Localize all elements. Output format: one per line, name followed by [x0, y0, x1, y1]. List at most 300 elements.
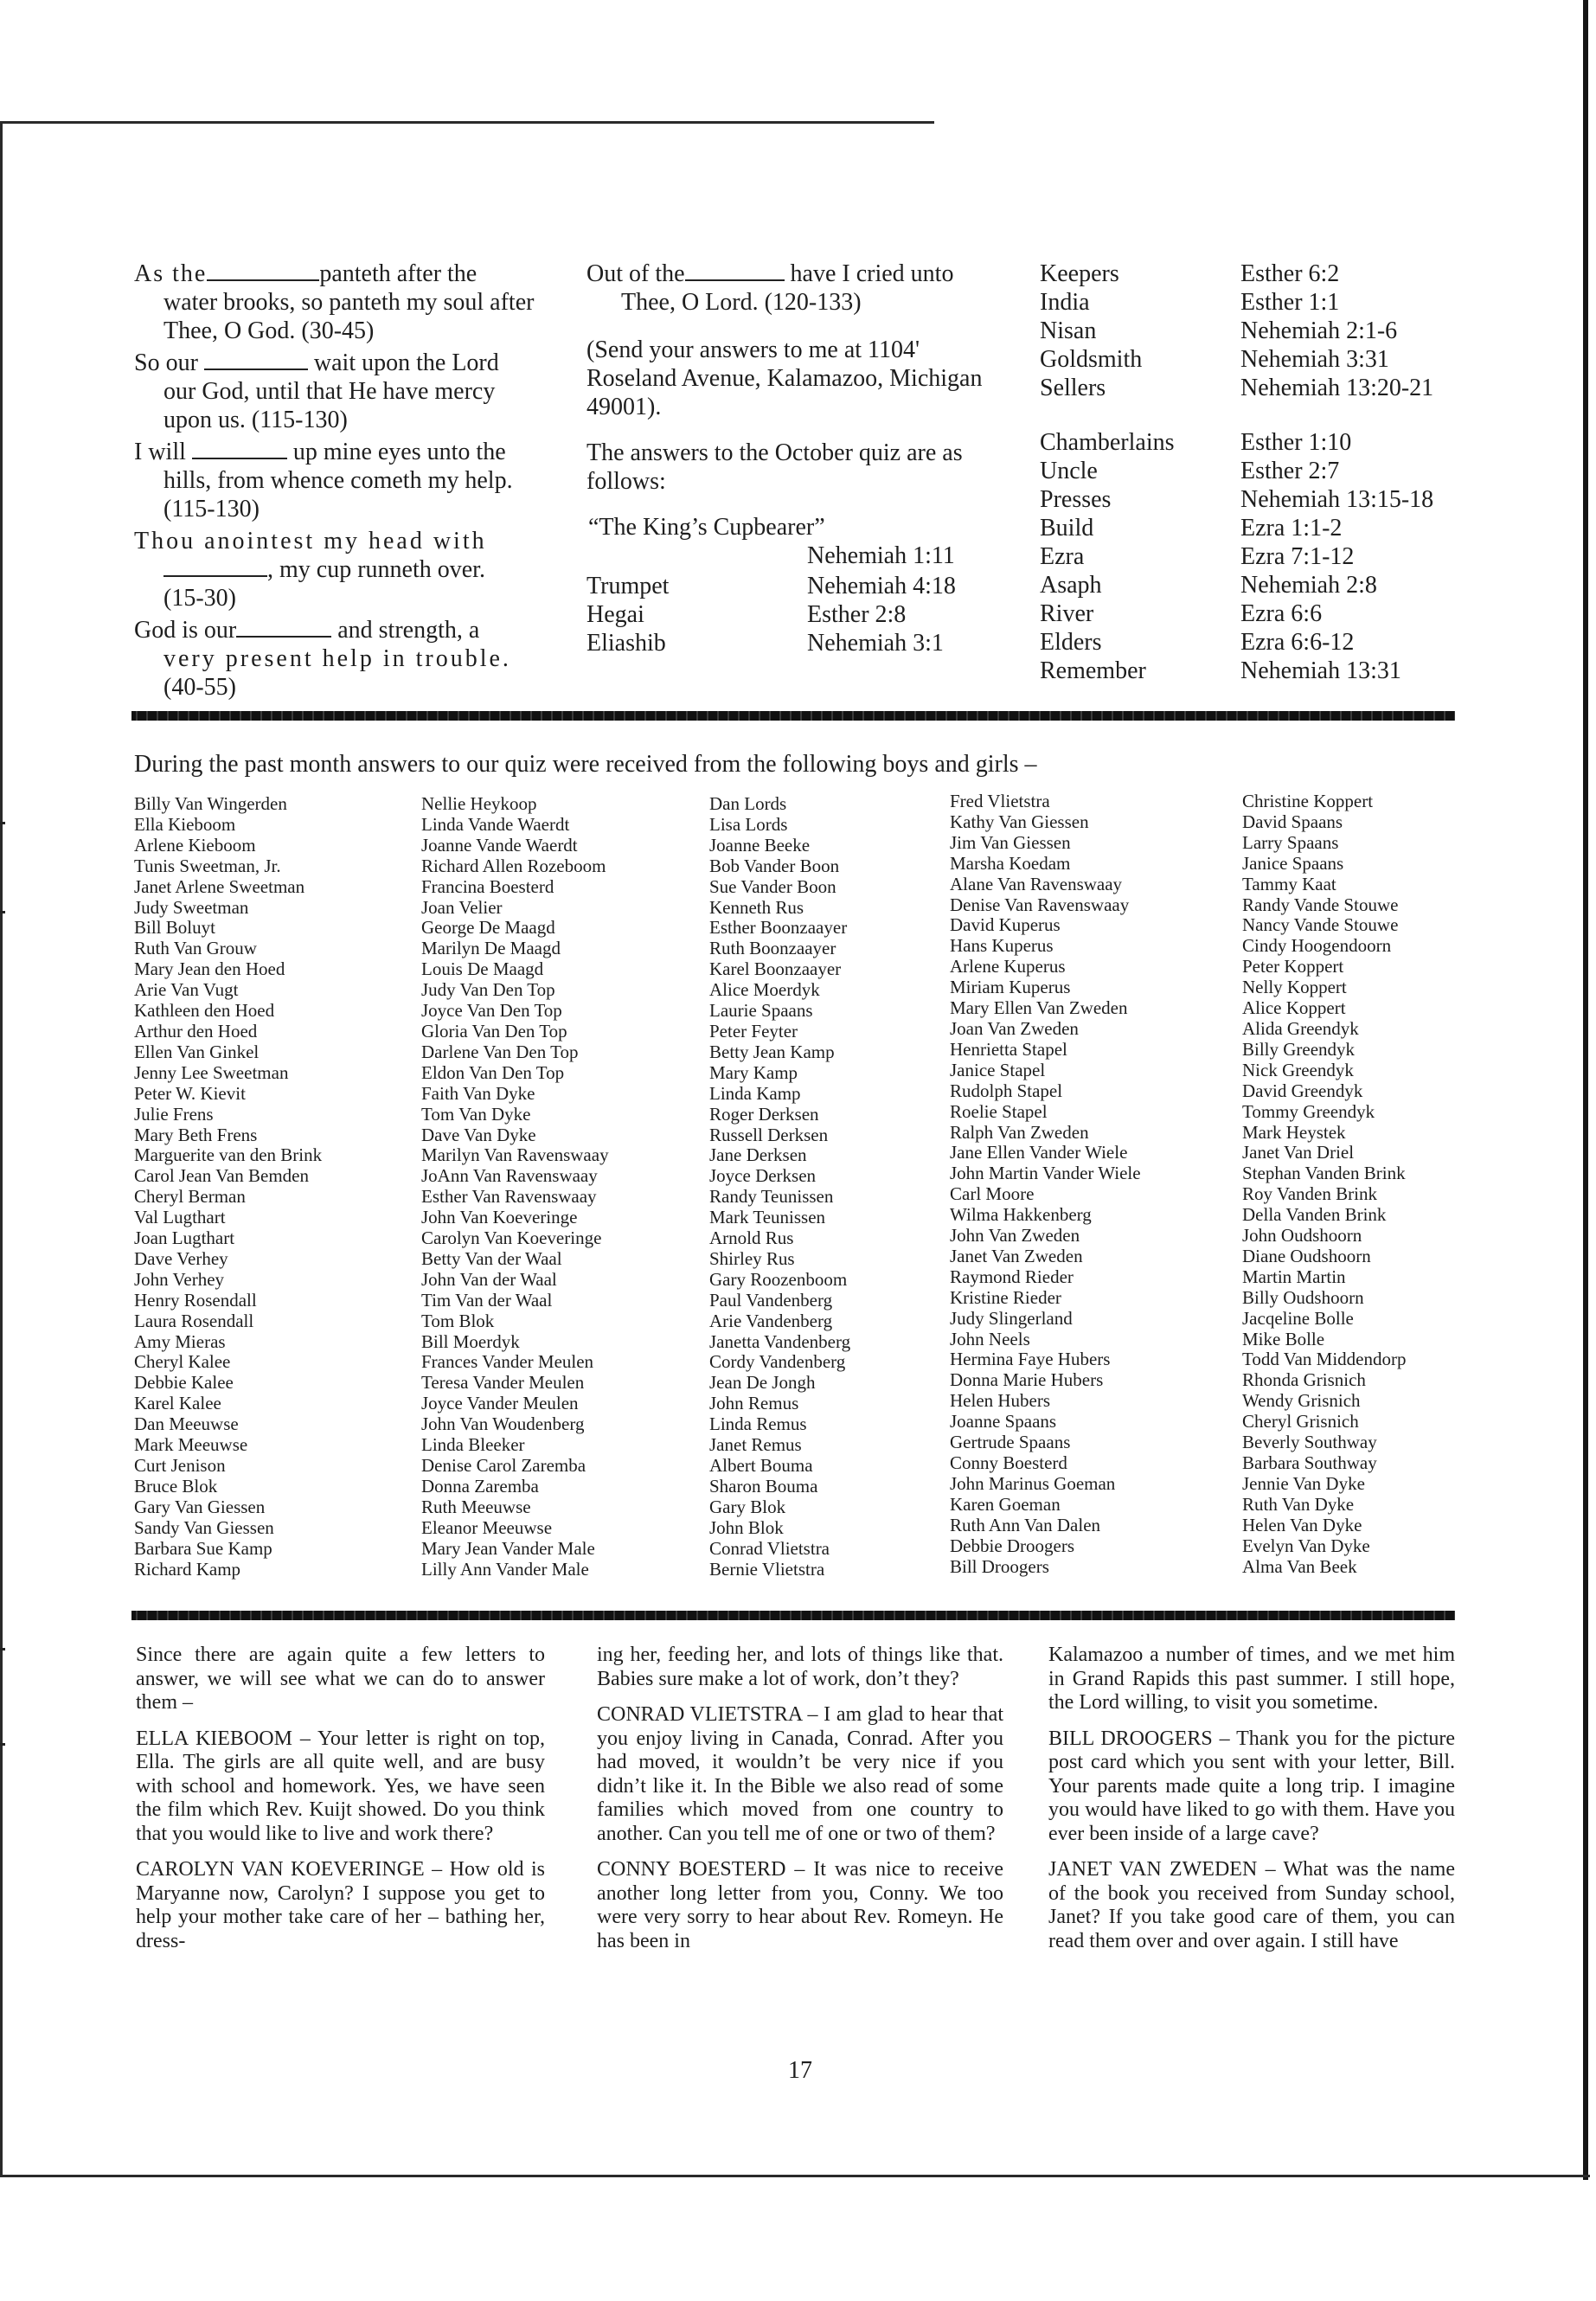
name-entry: Carl Moore [950, 1183, 1035, 1205]
name-entry: Janice Stapel [950, 1059, 1046, 1080]
name-entry: Tommy Greendyk [1242, 1100, 1375, 1122]
name-entry: Billy Greendyk [1242, 1038, 1356, 1060]
name-entry: Alice Koppert [1242, 997, 1346, 1019]
name-entry: Esther Boonzaayer [709, 917, 848, 939]
name-entry: David Kuperus [950, 914, 1061, 936]
name-entry: Mark Heystek [1242, 1121, 1346, 1143]
name-entry: Evelyn Van Dyke [1242, 1535, 1370, 1556]
name-entry: Kathleen den Hoed [134, 1000, 275, 1022]
left-margin-rule [0, 121, 3, 2176]
name-entry: Fred Vlietstra [950, 791, 1050, 811]
name-entry: Linda Kamp [709, 1082, 801, 1104]
verse-rest: (40-55) [163, 674, 236, 701]
quiz-verse [134, 260, 541, 345]
name-entry: Joyce Derksen [709, 1165, 817, 1187]
name-entry: Cheryl Kalee [134, 1351, 231, 1373]
name-entry: Nancy Vande Stouwe [1242, 914, 1399, 936]
verse-continue: up mine eyes unto the [292, 439, 506, 465]
name-entry: Randy Teunissen [709, 1186, 834, 1208]
name-entry: Jim Van Giessen [950, 831, 1071, 853]
name-entry: Carolyn Van Koeveringe [421, 1227, 602, 1249]
answer-ref: Esther 2:8 [807, 601, 907, 628]
answer-word: Chamberlains [1040, 429, 1175, 456]
name-entry: Richard Kamp [134, 1558, 241, 1580]
answer-ref: Esther 2:7 [1240, 458, 1340, 484]
name-entry: Judy Sweetman [134, 896, 249, 918]
name-entry: Christine Koppert [1242, 791, 1374, 811]
name-entry: Jane Ellen Vander Wiele [950, 1142, 1128, 1163]
name-entry: Peter Koppert [1242, 956, 1344, 977]
name-entry: Alida Greendyk [1242, 1017, 1359, 1039]
name-entry: Martin Martin [1242, 1266, 1346, 1287]
name-entry: Carol Jean Van Bemden [134, 1165, 309, 1187]
name-entry: Tammy Kaat [1242, 873, 1336, 894]
margin-mark [0, 822, 5, 824]
margin-mark [0, 911, 5, 913]
answer-row [1040, 374, 1472, 402]
name-entry: Stephan Vanden Brink [1242, 1163, 1406, 1184]
name-entry: Helen Hubers [950, 1390, 1051, 1412]
name-entry: Sue Vander Boon [709, 875, 836, 897]
names-column [421, 794, 609, 1580]
answer-row [1040, 260, 1472, 288]
answer-blank [236, 636, 331, 638]
answer-blank [163, 575, 267, 577]
page-number: 17 [788, 2057, 812, 2084]
received-heading: During the past month answers to our quiz were received from the following boys and girls – [134, 751, 1037, 778]
name-entry: Randy Vande Stouwe [1242, 894, 1399, 915]
name-entry: Karen Goeman [950, 1493, 1061, 1515]
name-entry: Mary Jean den Hoed [134, 958, 285, 980]
name-entry: Marsha Koedam [950, 852, 1071, 874]
verse-start: I will [134, 439, 186, 465]
verse-rest-line: very present help in trouble. [163, 645, 511, 672]
name-entry: Esther Van Ravenswaay [421, 1186, 597, 1208]
name-entry: Todd Van Middendorp [1242, 1349, 1407, 1370]
name-entry: Denise Carol Zaremba [421, 1455, 586, 1476]
name-entry: Roger Derksen [709, 1103, 819, 1125]
name-entry: Judy Slingerland [950, 1307, 1073, 1329]
name-entry: Eleanor Meeuwse [421, 1516, 553, 1538]
answer-blank [192, 458, 287, 459]
name-entry: Wilma Hakkenberg [950, 1204, 1092, 1226]
name-entry: Bill Moerdyk [421, 1330, 520, 1352]
name-entry: Janet Van Driel [1242, 1142, 1355, 1163]
answer-row [1040, 457, 1472, 485]
name-entry: Billy Oudshoorn [1242, 1286, 1364, 1308]
name-entry: Teresa Vander Meulen [421, 1372, 585, 1394]
answer-word: Uncle [1040, 458, 1098, 484]
name-entry: Bruce Blok [134, 1475, 218, 1497]
name-entry: Val Lugthart [134, 1207, 226, 1228]
name-entry: Ellen Van Ginkel [134, 1041, 260, 1062]
name-entry: Betty Van der Waal [421, 1247, 562, 1269]
answer-row [586, 629, 1002, 657]
name-entry: Karel Boonzaayer [709, 958, 842, 980]
name-entry: John Neels [950, 1328, 1030, 1349]
send-answers-note: (Send your answers to me at 1104' Roseland Avenue, Kalamazoo, Michigan 49001). [586, 336, 983, 420]
name-entry: Dan Meeuwse [134, 1413, 239, 1435]
answer-row [1040, 288, 1472, 317]
answer-word: Sellers [1040, 375, 1106, 401]
answer-row [1040, 657, 1472, 685]
answer-row [1040, 514, 1472, 542]
answer-blank [685, 279, 785, 281]
name-entry: Paul Vandenberg [709, 1289, 833, 1311]
answer-row [1040, 599, 1472, 628]
october-quiz-title: “The King’s Cupbearer” [588, 514, 825, 541]
answer-ref: Nehemiah 13:15-18 [1240, 486, 1434, 513]
name-entry: Della Vanden Brink [1242, 1204, 1387, 1226]
answer-ref: Nehemiah 3:31 [1240, 346, 1389, 373]
answer-row [1040, 542, 1472, 571]
name-entry: Sandy Van Giessen [134, 1516, 274, 1538]
name-entry: Cheryl Berman [134, 1186, 246, 1208]
name-entry: Ralph Van Zweden [950, 1121, 1089, 1143]
answer-ref: Nehemiah 2:1-6 [1240, 317, 1398, 344]
name-entry: Alma Van Beek [1242, 1555, 1357, 1577]
answer-row [1040, 571, 1472, 599]
name-entry: Janet Arlene Sweetman [134, 875, 305, 897]
name-entry: Jane Derksen [709, 1144, 807, 1166]
name-entry: Dan Lords [709, 793, 787, 814]
name-entry: Tom Blok [421, 1310, 495, 1331]
name-entry: Debbie Kalee [134, 1372, 234, 1394]
name-entry: Mike Bolle [1242, 1328, 1325, 1349]
answer-ref: Nehemiah 13:20-21 [1240, 375, 1434, 401]
answer-word: Elders [1040, 629, 1102, 656]
name-entry: Debbie Droogers [950, 1535, 1075, 1556]
name-entry: Nelly Koppert [1242, 977, 1347, 998]
name-entry: Arnold Rus [709, 1227, 794, 1249]
letter-paragraph: CONRAD VLIETSTRA – I am glad to hear that you enjoy living in Canada, Conrad. After you had moved, it wouldn’t be very nice if you didn’t like it. In the Bible we also read of some families which moved from one country to another. Can you tell me of one or two of them? [597, 1703, 1003, 1845]
names-column [709, 794, 850, 1580]
letter-paragraph: JANET VAN ZWEDEN – What was the name of the book you received from Sunday school, Janet? If you take good care of them, you can read them over and over again. I still have [1048, 1858, 1455, 1952]
quiz-verse [134, 349, 541, 434]
names-column [950, 792, 1141, 1577]
answer-word: India [1040, 289, 1090, 316]
answer-word: Presses [1040, 486, 1112, 513]
name-entry: Darlene Van Den Top [421, 1041, 579, 1062]
quiz-middle-column [586, 260, 1002, 657]
name-entry: Alane Van Ravenswaay [950, 873, 1123, 894]
name-entry: John Martin Vander Wiele [950, 1163, 1141, 1184]
answer-row [586, 572, 1002, 600]
name-entry: Cindy Hoogendoorn [1242, 935, 1392, 957]
answer-ref: Nehemiah 4:18 [807, 573, 956, 599]
name-entry: Ruth Boonzaayer [709, 938, 836, 959]
october-answers-intro: The answers to the October quiz are as follows: [586, 439, 963, 495]
name-entry: Shirley Rus [709, 1247, 795, 1269]
answer-word: Trumpet [586, 573, 670, 599]
name-entry: Roy Vanden Brink [1242, 1183, 1377, 1205]
name-entry: David Greendyk [1242, 1080, 1363, 1101]
top-rule [0, 121, 934, 124]
name-entry: Mary Jean Vander Male [421, 1537, 595, 1559]
answer-ref: Esther 1:10 [1240, 429, 1352, 456]
verse-rest: (15-30) [163, 585, 236, 612]
name-entry: Wendy Grisnich [1242, 1390, 1361, 1412]
name-entry: Nellie Heykoop [421, 793, 537, 814]
name-entry: Barbara Southway [1242, 1452, 1377, 1473]
name-entry: John Van Zweden [950, 1225, 1080, 1247]
name-entry: Eldon Van Den Top [421, 1061, 565, 1083]
name-entry: Joan Velier [421, 896, 503, 918]
name-entry: Mark Teunissen [709, 1207, 826, 1228]
name-entry: Lilly Ann Vander Male [421, 1558, 589, 1580]
quiz-verse [134, 438, 541, 523]
name-entry: Joanne Vande Waerdt [421, 834, 578, 856]
name-entry: Linda Bleeker [421, 1434, 525, 1456]
name-entry: Albert Bouma [709, 1455, 813, 1476]
name-entry: Amy Mieras [134, 1330, 226, 1352]
name-entry: Jenny Lee Sweetman [134, 1061, 289, 1083]
quiz-verse [134, 527, 541, 612]
name-entry: Jean De Jongh [709, 1372, 816, 1394]
name-entry: Jennie Van Dyke [1242, 1472, 1365, 1494]
name-entry: Hans Kuperus [950, 935, 1054, 957]
name-entry: Gary Roozenboom [709, 1268, 848, 1290]
verse-rest: our God, until that He have mercy upon us. (115-130) [163, 378, 496, 433]
name-entry: Ruth Ann Van Dalen [950, 1514, 1101, 1535]
name-entry: Mary Beth Frens [134, 1124, 258, 1145]
verse-continue: wait upon the Lord [313, 349, 499, 376]
answer-row [586, 600, 1002, 629]
name-entry: Judy Van Den Top [421, 979, 555, 1001]
name-entry: Bernie Vlietstra [709, 1558, 825, 1580]
section-divider [131, 1611, 1455, 1620]
answer-row [1040, 628, 1472, 657]
name-entry: Arlene Kieboom [134, 834, 256, 856]
answer-ref: Ezra 1:1-2 [1240, 515, 1343, 542]
name-entry: Joanne Beeke [709, 834, 811, 856]
name-entry: Janetta Vandenberg [709, 1330, 851, 1352]
name-entry: Alice Moerdyk [709, 979, 820, 1001]
verse-start: God is our [134, 617, 237, 644]
name-entry: Ruth Van Dyke [1242, 1493, 1355, 1515]
name-entry: Rudolph Stapel [950, 1080, 1063, 1101]
name-entry: Peter Feyter [709, 1020, 798, 1042]
answer-ref: Nehemiah 13:31 [1240, 657, 1401, 684]
name-entry: Richard Allen Rozeboom [421, 855, 606, 876]
margin-mark [0, 1743, 5, 1746]
answer-blank [207, 279, 319, 281]
name-entry: Larry Spaans [1242, 831, 1339, 853]
right-page-edge [1583, 0, 1588, 2180]
name-entry: Gloria Van Den Top [421, 1020, 567, 1042]
name-entry: Roelie Stapel [950, 1100, 1048, 1122]
section-divider [131, 711, 1455, 721]
name-entry: Mary Kamp [709, 1061, 798, 1083]
answer-row [1040, 428, 1472, 457]
quiz-verses-column [134, 260, 541, 705]
answer-row [1040, 317, 1472, 345]
verse-rest: Thee, O Lord. (120-133) [621, 289, 862, 316]
name-entry: Mary Ellen Van Zweden [950, 997, 1128, 1019]
name-entry: Janice Spaans [1242, 852, 1344, 874]
answer-word: River [1040, 600, 1094, 627]
name-entry: Cheryl Grisnich [1242, 1411, 1359, 1433]
name-entry: Bill Droogers [950, 1555, 1049, 1577]
name-entry: Gertrude Spaans [950, 1432, 1071, 1453]
name-entry: Arlene Kuperus [950, 956, 1066, 977]
letter-paragraph: Kalamazoo a number of times, and we met him in Grand Rapids this past summer. I still hope, the Lord willing, to visit you sometime. [1048, 1644, 1455, 1714]
name-entry: Helen Van Dyke [1242, 1514, 1362, 1535]
letters-column [136, 1644, 545, 1965]
verse-start: Out of the [586, 260, 685, 287]
answer-word: Asaph [1040, 572, 1102, 599]
name-entry: John Marinus Goeman [950, 1472, 1116, 1494]
name-entry: Donna Marie Hubers [950, 1369, 1104, 1391]
name-entry: Faith Van Dyke [421, 1082, 535, 1104]
name-entry: Joyce Van Den Top [421, 1000, 562, 1022]
answer-ref: Ezra 6:6 [1240, 600, 1323, 627]
name-entry: Miriam Kuperus [950, 977, 1071, 998]
name-entry: John Van Woudenberg [421, 1413, 585, 1435]
name-entry: Russell Derksen [709, 1124, 829, 1145]
name-entry: Arthur den Hoed [134, 1020, 258, 1042]
letter-paragraph: Since there are again quite a few letters to answer, we will see what we can do to answer them – [136, 1644, 545, 1714]
name-entry: Conrad Vlietstra [709, 1537, 830, 1559]
margin-mark [0, 1648, 5, 1650]
answer-ref: Ezra 6:6-12 [1240, 629, 1355, 656]
quiz-verse [134, 616, 541, 702]
name-entry: Peter W. Kievit [134, 1082, 246, 1104]
name-entry: Joan Lugthart [134, 1227, 235, 1249]
answer-word: Eliashib [586, 630, 666, 657]
name-entry: George De Maagd [421, 917, 555, 939]
name-entry: David Spaans [1242, 811, 1343, 832]
name-entry: Joanne Spaans [950, 1411, 1057, 1433]
name-entry: Rhonda Grisnich [1242, 1369, 1366, 1391]
name-entry: Cordy Vandenberg [709, 1351, 846, 1373]
name-entry: Raymond Rieder [950, 1266, 1074, 1287]
verse-start: So our [134, 349, 198, 376]
name-entry: Dave Van Dyke [421, 1124, 536, 1145]
names-column [1242, 792, 1406, 1577]
name-entry: John Verhey [134, 1268, 225, 1290]
name-entry: Joan Van Zweden [950, 1017, 1079, 1039]
letters-column [597, 1644, 1003, 1965]
name-entry: Henry Rosendall [134, 1289, 257, 1311]
verse-continue: and strength, a [337, 617, 480, 644]
name-entry: Billy Van Wingerden [134, 793, 287, 814]
name-entry: Bill Boluyt [134, 917, 215, 939]
answer-word: Hegai [586, 601, 644, 628]
name-entry: Henrietta Stapel [950, 1038, 1067, 1060]
name-entry: Karel Kalee [134, 1393, 221, 1414]
name-entry: JoAnn Van Ravenswaay [421, 1165, 598, 1187]
name-entry: Arie Vandenberg [709, 1310, 833, 1331]
letters-column [1048, 1644, 1455, 1965]
answer-row [1040, 345, 1472, 374]
answer-ref: Nehemiah 2:8 [1240, 572, 1377, 599]
answer-word: Goldsmith [1040, 346, 1143, 373]
names-column [134, 794, 322, 1580]
name-entry: Barbara Sue Kamp [134, 1537, 272, 1559]
name-entry: Laura Rosendall [134, 1310, 254, 1331]
name-entry: Linda Remus [709, 1413, 807, 1435]
letter-paragraph: ing her, feeding her, and lots of things like that. Babies sure make a lot of work, don’t they? [597, 1644, 1003, 1690]
name-entry: Tim Van der Waal [421, 1289, 553, 1311]
name-entry: Ruth Van Grouw [134, 938, 257, 959]
verse-continue: have I cried unto [790, 260, 954, 287]
letter-paragraph: ELLA KIEBOOM – Your letter is right on top, Ella. The girls are all quite well, and are busy with school and homework. Yes, we have seen the film which Rev. Kuijt showed. Do you think that you would like to live and work there? [136, 1727, 545, 1845]
name-entry: Kristine Rieder [950, 1286, 1061, 1308]
answer-ref: Nehemiah 3:1 [807, 630, 944, 657]
answer-word: Ezra [1040, 543, 1085, 570]
name-entry: Louis De Maagd [421, 958, 544, 980]
name-entry: Janet Van Zweden [950, 1245, 1083, 1266]
name-entry: Lisa Lords [709, 813, 788, 835]
name-entry: Marilyn De Maagd [421, 938, 561, 959]
verse-start: Thou anointest my head with [134, 528, 487, 554]
name-entry: Ella Kieboom [134, 813, 236, 835]
answer-ref: Esther 6:2 [1240, 260, 1340, 287]
name-entry: Ruth Meeuwse [421, 1496, 531, 1517]
name-entry: John Blok [709, 1516, 784, 1538]
answer-word: Remember [1040, 657, 1146, 684]
name-entry: Marilyn Van Ravenswaay [421, 1144, 609, 1166]
name-entry: Hermina Faye Hubers [950, 1349, 1111, 1370]
answer-row [1040, 485, 1472, 514]
letter-paragraph: CAROLYN VAN KOEVERINGE – How old is Maryanne now, Carolyn? I suppose you get to help your mother take care of her – bathing her, dress- [136, 1858, 545, 1952]
name-entry: John Remus [709, 1393, 799, 1414]
verse-rest: hills, from whence cometh my help. (115-130) [163, 467, 513, 522]
verse-rest: water brooks, so panteth my soul after Thee, O God. (30-45) [163, 289, 535, 344]
name-entry: Arie Van Vugt [134, 979, 239, 1001]
answer-ref: Nehemiah 1:11 [807, 542, 955, 569]
name-entry: Tom Van Dyke [421, 1103, 531, 1125]
name-entry: Betty Jean Kamp [709, 1041, 835, 1062]
name-entry: Tunis Sweetman, Jr. [134, 855, 281, 876]
name-entry: Sharon Bouma [709, 1475, 818, 1497]
answer-word: Nisan [1040, 317, 1097, 344]
name-entry: Francina Boesterd [421, 875, 554, 897]
answer-word: Build [1040, 515, 1094, 542]
name-entry: Bob Vander Boon [709, 855, 840, 876]
name-entry: Dave Verhey [134, 1247, 228, 1269]
name-entry: John Oudshoorn [1242, 1225, 1362, 1247]
answer-ref: Ezra 7:1-12 [1240, 543, 1355, 570]
bottom-rule [0, 2175, 1590, 2177]
answer-blank [204, 369, 308, 370]
name-entry: Frances Vander Meulen [421, 1351, 594, 1373]
name-entry: Diane Oudshoorn [1242, 1245, 1371, 1266]
name-entry: Linda Vande Waerdt [421, 813, 570, 835]
name-entry: Gary Blok [709, 1496, 786, 1517]
quiz-answers-column [1040, 260, 1472, 685]
name-entry: Kenneth Rus [709, 896, 804, 918]
name-entry: Julie Frens [134, 1103, 214, 1125]
name-entry: Conny Boesterd [950, 1452, 1067, 1473]
verse-continue: , my cup runneth over. [267, 556, 485, 583]
name-entry: Laurie Spaans [709, 1000, 813, 1022]
name-entry: Janet Remus [709, 1434, 802, 1456]
name-entry: Joyce Vander Meulen [421, 1393, 579, 1414]
letter-paragraph: CONNY BOESTERD – It was nice to receive another long letter from you, Conny. We too were very sorry to hear about Rev. Romeyn. He has been in [597, 1858, 1003, 1952]
name-entry: Mark Meeuwse [134, 1434, 248, 1456]
name-entry: Denise Van Ravenswaay [950, 894, 1130, 915]
verse-continue: panteth after the [319, 260, 478, 287]
name-entry: Jacqeline Bolle [1242, 1307, 1354, 1329]
answer-word: Keepers [1040, 260, 1119, 287]
quiz-verse [586, 260, 1002, 317]
verse-start: As the [134, 260, 208, 287]
name-entry: Nick Greendyk [1242, 1059, 1354, 1080]
name-entry: John Van Koeveringe [421, 1207, 578, 1228]
name-entry: John Van der Waal [421, 1268, 557, 1290]
